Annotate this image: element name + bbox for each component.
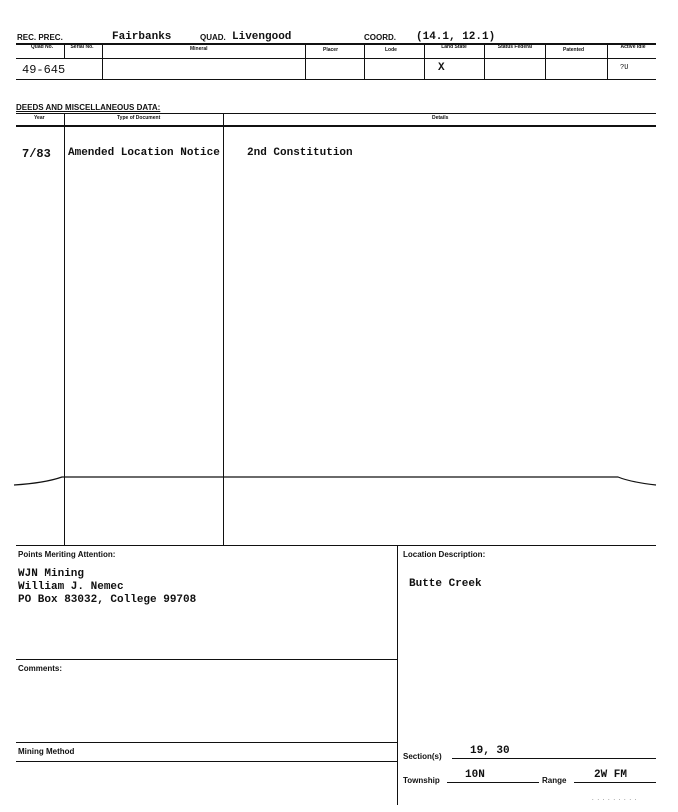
deeds-row-details: 2nd Constitution [247,147,353,159]
top-table-bottom-border [16,79,656,80]
section-label: Section(s) [403,752,442,761]
range-underline [574,782,656,783]
land-state-value: X [438,62,445,74]
township-label: Township [403,776,440,785]
top-table-col-divider [364,44,365,79]
deeds-header-bottom-border [16,125,656,127]
top-table-top-border [16,43,656,45]
col-active-idle: Active Idle [620,44,646,50]
top-table-col-divider [102,44,103,79]
col-serial-no: Serial No. [70,44,94,50]
deeds-col-details: Details [432,115,449,121]
location-value: Butte Creek [409,578,482,590]
range-value: 2W FM [594,769,628,781]
col-mineral: Mineral [190,46,208,52]
comments-label: Comments: [18,664,63,673]
quad-serial-value: 49-645 [22,63,66,77]
col-status-federal: Status Federal [497,44,533,50]
mining-method-top-border [16,742,397,743]
active-idle-value: ?U [620,64,629,72]
top-table-col-divider [484,44,485,79]
mining-method-bottom-border [16,761,397,762]
points-line-2: William J. Nemec [18,581,124,593]
points-line-1: WJN Mining [18,568,85,580]
deeds-row-type: Amended Location Notice [68,147,220,159]
col-patented: Patented [563,47,585,53]
paper-seam-line [0,468,678,498]
top-table-header-border [16,58,656,59]
deeds-title: DEEDS AND MISCELLANEOUS DATA: [16,103,161,112]
col-quad-no: Quad No. [30,44,54,50]
location-label: Location Description: [403,550,486,559]
deeds-row-year: 7/83 [22,147,51,161]
mining-method-label: Mining Method [18,747,75,756]
coord-label: COORD. [364,33,396,42]
top-table-col-divider [64,44,65,58]
section-value: 19, 30 [470,745,510,757]
scan-noise-marks: . . . . . . . . . [592,796,638,802]
township-underline [447,782,539,783]
points-line-3: PO Box 83032, College 99708 [18,594,197,606]
col-land-state: Land State [441,44,467,50]
township-value: 10N [465,769,485,781]
rec-prec-value: Fairbanks [112,31,172,43]
top-table-col-divider [424,44,425,79]
quad-value: Livengood [232,31,292,43]
col-lode: Lode [385,47,397,53]
range-label: Range [542,776,567,785]
deeds-header-top-border [16,113,656,114]
deeds-col-type: Type of Document [117,115,161,121]
col-placer: Placer [323,47,339,53]
top-table-col-divider [607,44,608,79]
coord-value: (14.1, 12.1) [416,31,496,43]
deeds-col-year: Year [34,115,45,121]
section-underline [452,758,656,759]
quad-label: QUAD. [200,33,226,42]
bottom-section-divider [397,545,398,805]
points-label: Points Meriting Attention: [18,550,116,559]
top-table-col-divider [305,44,306,79]
top-table-col-divider [545,44,546,79]
deeds-table-bottom-border [16,545,656,546]
rec-prec-label: REC. PREC. [17,33,63,42]
comments-top-border [16,659,397,660]
